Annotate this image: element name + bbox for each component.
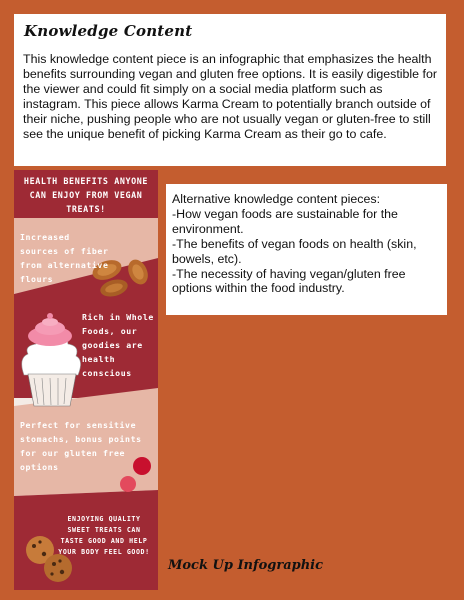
knowledge-content-title: Knowledge Content [24, 22, 193, 40]
alternative-heading: Alternative knowledge content pieces: [172, 192, 381, 206]
infographic-whole-foods-text: Rich in Whole Foods, our goodies are health conscious [82, 312, 154, 378]
alternative-item: -The benefits of vegan foods on health (skin, bowels, etc). [172, 236, 417, 266]
alternative-item: -How vegan foods are sustainable for the environment. [172, 206, 398, 236]
infographic-mockup [14, 170, 158, 590]
knowledge-content-card [14, 14, 446, 166]
mockup-label: Mock Up Infographic [168, 558, 324, 573]
infographic-sensitive-text: Perfect for sensitive stomachs, bonus points for our gluten free options [20, 420, 142, 472]
infographic-fiber-text: Increased sources of fiber from alternative flours [20, 232, 109, 284]
infographic-enjoy-text: ENJOYING QUALITY SWEET TREATS CAN TASTE GOOD AND HELP YOUR BODY FEEL GOOD! [58, 515, 150, 556]
alternative-item: -The necessity of having vegan/gluten free options within the food industry. [172, 266, 406, 296]
alternative-content-card [166, 184, 447, 315]
decor-dot [120, 476, 136, 492]
infographic-header: HEALTH BENEFITS ANYONE CAN ENJOY FROM VEGAN TREATS! [23, 176, 149, 214]
knowledge-content-body: This knowledge content piece is an infographic that emphasizes the health benefits surrounding vegan and gluten free options. It is easily digestible for the viewer and could fit simply on a social media platform such as instagram. This piece allows Karma Cream to potentially branch outside of their niche, pushing people who are not usually vegan or gluten-free to still see the unique benefit of picking Karma Cream as their go to cafe. [23, 52, 437, 141]
